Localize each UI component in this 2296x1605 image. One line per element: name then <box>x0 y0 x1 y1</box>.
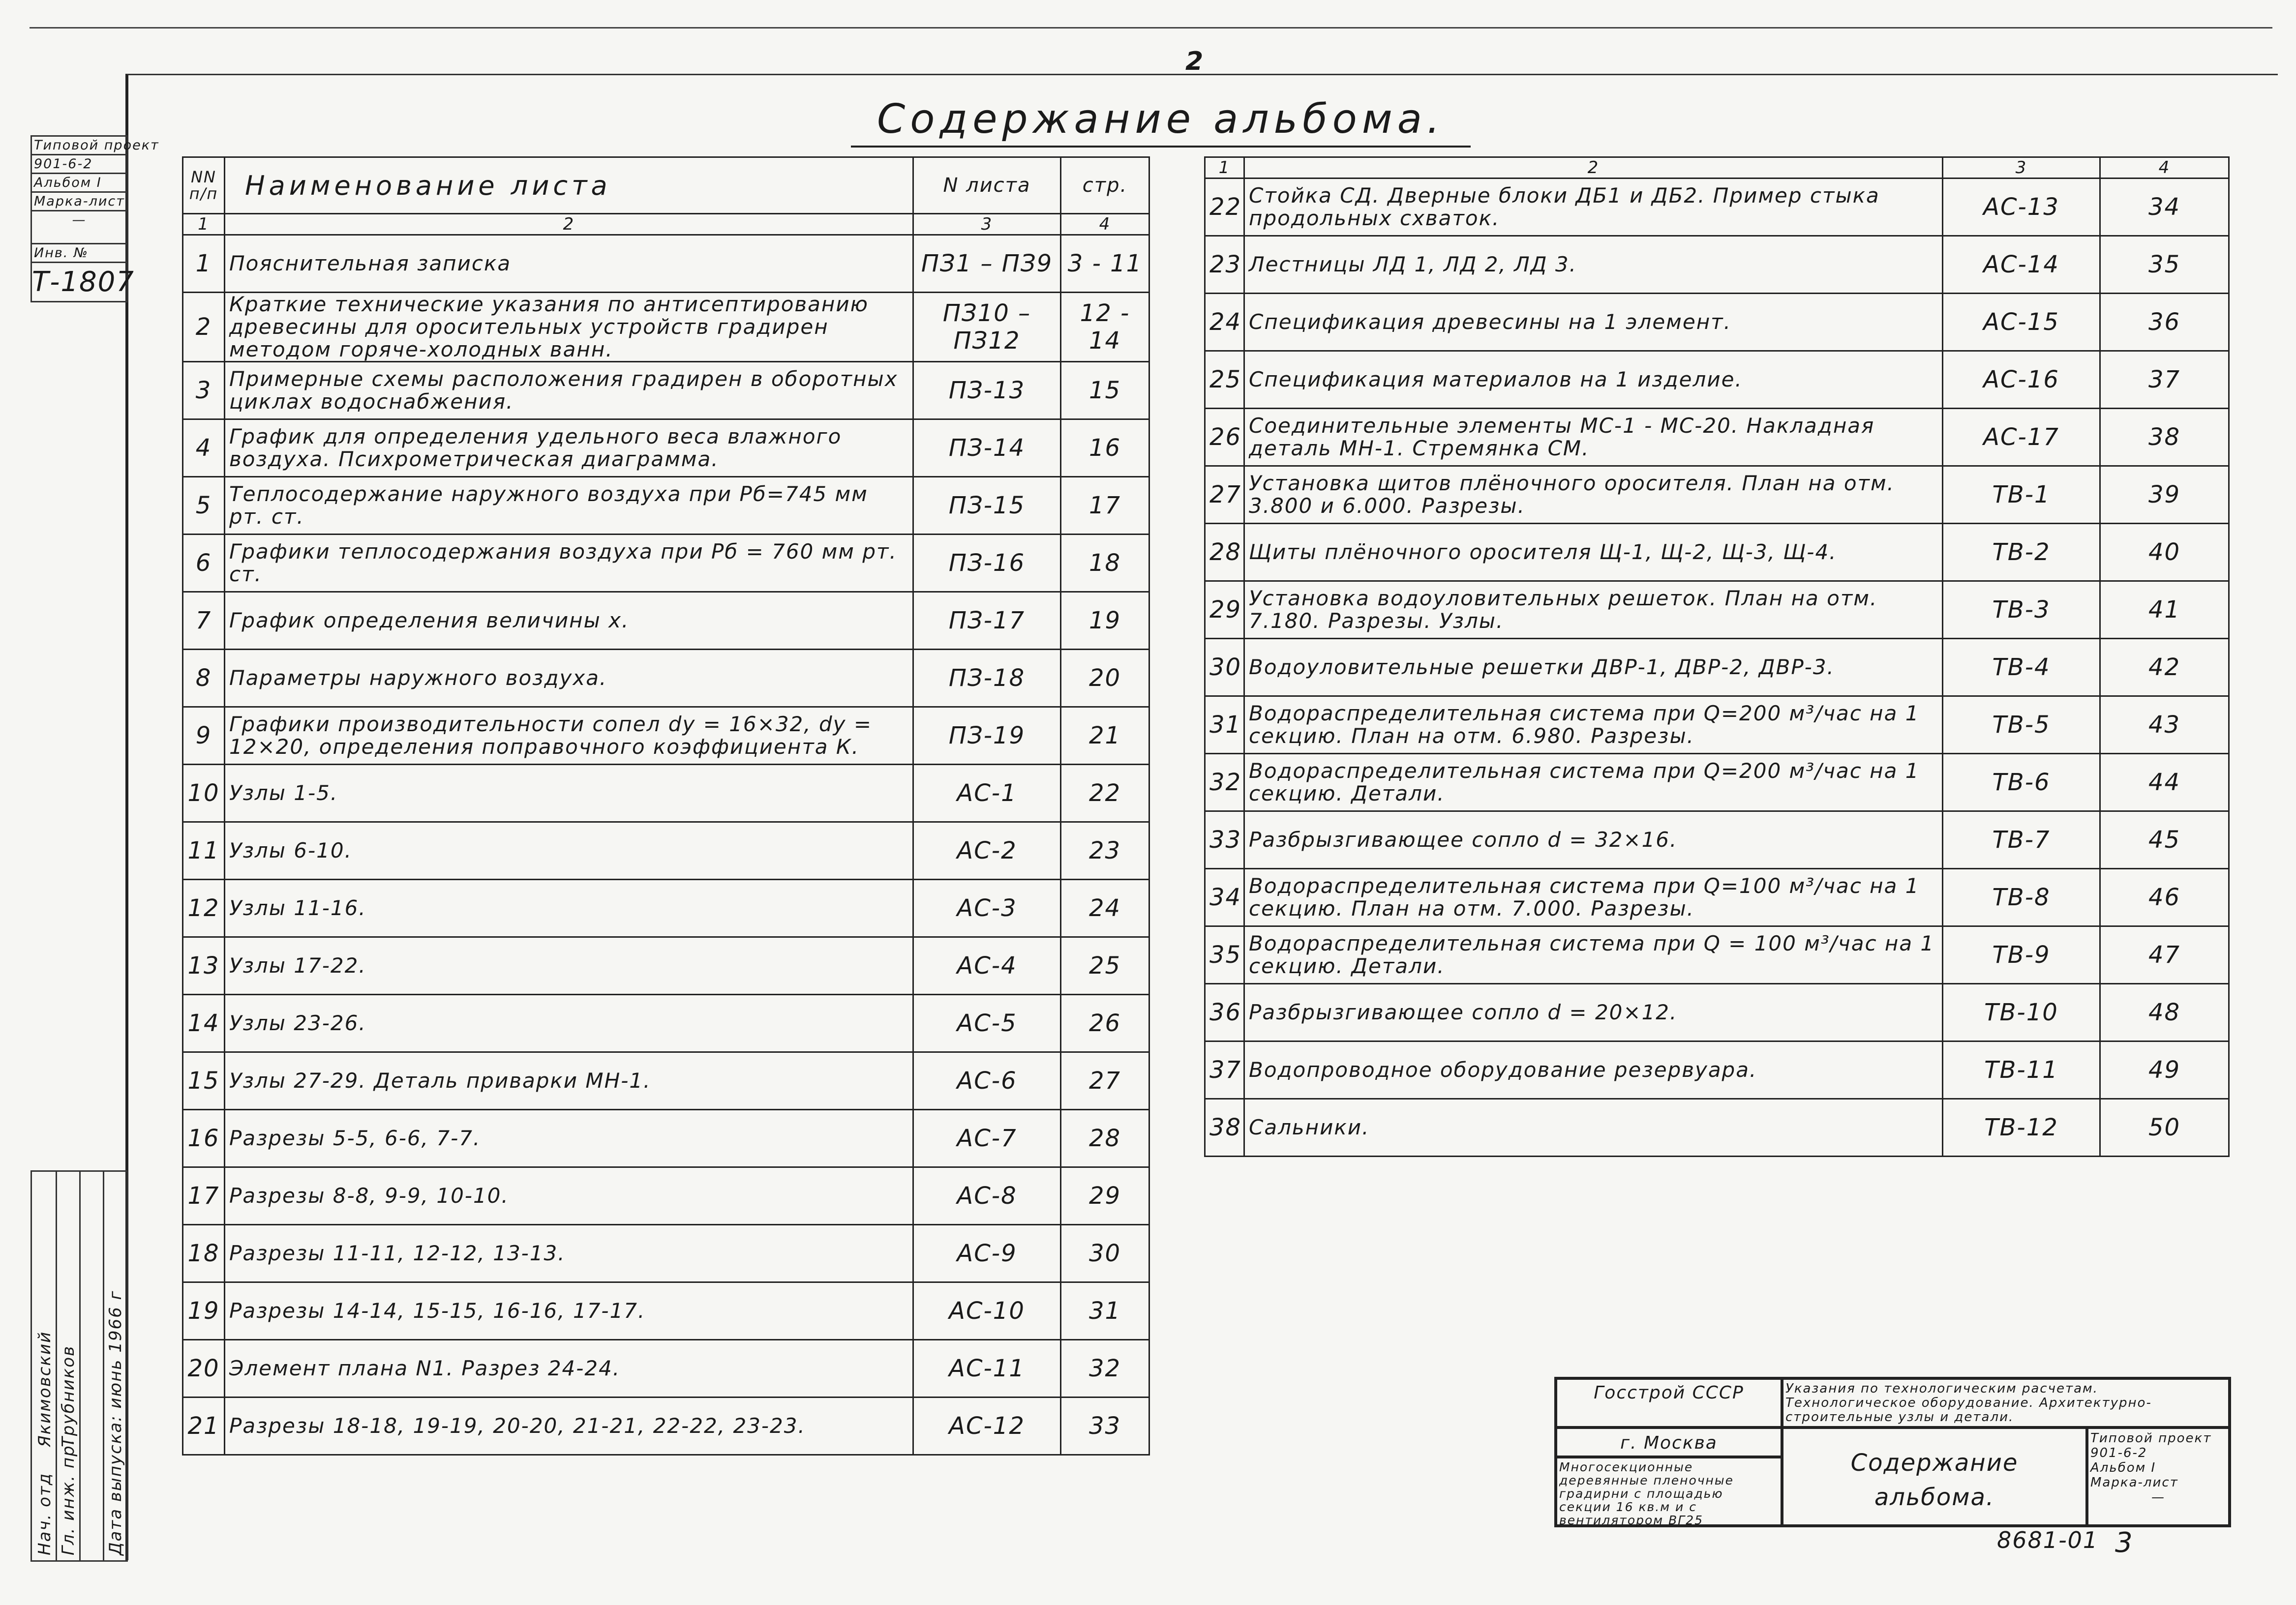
org-name: Госстрой СССР <box>1556 1378 1782 1427</box>
table-row <box>183 1282 1149 1340</box>
column-index: 4 <box>1061 214 1149 235</box>
column-index: 1 <box>183 214 225 235</box>
page-number-cell: 35 <box>2100 236 2229 294</box>
sheet-code: ПЗ-18 <box>913 650 1061 707</box>
table-row <box>1205 236 2229 294</box>
sheet-name: Разрезы 8-8, 9-9, 10-10. <box>225 1167 913 1225</box>
row-number: 2 <box>183 293 225 362</box>
sheet-name: Теплосодержание наружного воздуха при Рб=745 мм рт. ст. <box>225 477 913 535</box>
release-date: Дата выпуска: июнь 1966 г <box>106 1290 125 1555</box>
table-row <box>183 650 1149 707</box>
row-number: 27 <box>1205 466 1244 524</box>
page-number-cell: 32 <box>1061 1340 1149 1397</box>
sheet-code: ПЗ-15 <box>913 477 1061 535</box>
sheet-name: График для определения удельного веса влажного воздуха. Психрометрическая диаграмма. <box>225 419 913 477</box>
stamp-line: — <box>32 211 126 244</box>
stamp-line: 901-6-2 <box>2090 1446 2147 1460</box>
page-number-cell: 36 <box>2100 294 2229 351</box>
contents-table-left <box>182 156 1150 1456</box>
table-row <box>183 822 1149 880</box>
page-number-cell: 45 <box>2100 811 2229 869</box>
table-row <box>1205 581 2229 639</box>
stamp-line: — <box>2151 1490 2165 1505</box>
sheet-name: График определения величины х. <box>225 592 913 650</box>
page-number-cell: 26 <box>1061 995 1149 1052</box>
sheet-name: Параметры наружного воздуха. <box>225 650 913 707</box>
table-row <box>1205 409 2229 466</box>
page-number-cell: 43 <box>2100 696 2229 754</box>
row-number: 26 <box>1205 409 1244 466</box>
sheet-code: АС-7 <box>913 1110 1061 1167</box>
contents-table-right <box>1204 156 2230 1157</box>
table-row <box>1205 984 2229 1041</box>
table-row <box>1205 869 2229 926</box>
sheet-name: Разбрызгивающее сопло d = 32×16. <box>1244 811 1943 869</box>
header-code: N листа <box>913 157 1061 214</box>
sheet-code: ТВ-12 <box>1943 1099 2100 1157</box>
sheet-name: Пояснительная записка <box>225 235 913 293</box>
sheet-name: Узлы 17-22. <box>225 937 913 995</box>
project-description: Многосекционные деревянные пленочные градирни с площадью секции 16 кв.м и с вентилятором ВГ25 <box>1556 1457 1782 1526</box>
row-number: 16 <box>183 1110 225 1167</box>
archive-code: 8681-01 <box>1997 1527 2099 1553</box>
row-number: 3 <box>183 362 225 419</box>
page-number-cell: 27 <box>1061 1052 1149 1110</box>
row-number: 30 <box>1205 639 1244 696</box>
table-row <box>1205 1099 2229 1157</box>
sheet-name: Спецификация материалов на 1 изделие. <box>1244 351 1943 409</box>
page-number-cell: 15 <box>1061 362 1149 419</box>
page-title: Содержание альбома. <box>851 96 1471 148</box>
page-number: 2 <box>1185 47 1205 76</box>
page-number-cell: 47 <box>2100 926 2229 984</box>
row-number: 22 <box>1205 178 1244 236</box>
row-number: 23 <box>1205 236 1244 294</box>
row-number: 10 <box>183 765 225 822</box>
table-row <box>183 419 1149 477</box>
city: г. Москва <box>1556 1427 1782 1457</box>
sheet-name: Водораспределительная система при Q=200 м³/час на 1 секцию. Детали. <box>1244 754 1943 811</box>
row-number: 28 <box>1205 524 1244 581</box>
page-number-cell: 19 <box>1061 592 1149 650</box>
table-row <box>183 235 1149 293</box>
row-number: 18 <box>183 1225 225 1282</box>
column-index: 2 <box>225 214 913 235</box>
table-row <box>183 1110 1149 1167</box>
stamp-line: Типовой проект <box>2090 1431 2212 1446</box>
page-number-cell: 39 <box>2100 466 2229 524</box>
stamp-line: Альбом I <box>32 174 126 193</box>
page-number-cell: 42 <box>2100 639 2229 696</box>
sheet-code: АС-10 <box>913 1282 1061 1340</box>
sheet-code: АС-4 <box>913 937 1061 995</box>
table-row <box>183 1167 1149 1225</box>
column-index: 4 <box>2100 157 2229 178</box>
sheet-code: ТВ-6 <box>1943 754 2100 811</box>
role-1: Нач. отд <box>35 1472 55 1555</box>
vertical-signature-stamp <box>30 1170 128 1562</box>
sheet-code: АС-14 <box>1943 236 2100 294</box>
page-number-cell: 24 <box>1061 880 1149 937</box>
table-row <box>183 937 1149 995</box>
page-number-cell: 50 <box>2100 1099 2229 1157</box>
sheet-code: ТВ-1 <box>1943 466 2100 524</box>
row-number: 6 <box>183 535 225 592</box>
table-row <box>1205 696 2229 754</box>
page-number-cell: 40 <box>2100 524 2229 581</box>
table-row <box>1205 351 2229 409</box>
page-number-cell: 16 <box>1061 419 1149 477</box>
sheet-name: Водоуловительные решетки ДВР-1, ДВР-2, ДВР-3. <box>1244 639 1943 696</box>
sheet-name: Лестницы ЛД 1, ЛД 2, ЛД 3. <box>1244 236 1943 294</box>
row-number: 12 <box>183 880 225 937</box>
row-number: 20 <box>183 1340 225 1397</box>
page-number-cell: 23 <box>1061 822 1149 880</box>
table-row <box>183 707 1149 765</box>
sheet-code: АС-9 <box>913 1225 1061 1282</box>
stamp-line: Типовой проект <box>32 137 126 155</box>
row-number: 4 <box>183 419 225 477</box>
page-number-cell: 48 <box>2100 984 2229 1041</box>
sheet-name: Краткие технические указания по антисептированию древесины для оросительных устройств градирен методом горяче-холодных ванн. <box>225 293 913 362</box>
stamp-line: Марка-лист <box>32 193 126 211</box>
row-number: 7 <box>183 592 225 650</box>
sheet-name: Узлы 27-29. Деталь приварки МН-1. <box>225 1052 913 1110</box>
row-number: 5 <box>183 477 225 535</box>
outer-border-top <box>30 27 2272 29</box>
sheet-stamp <box>2087 1427 2230 1526</box>
sheet-name: Разрезы 18-18, 19-19, 20-20, 21-21, 22-22, 23-23. <box>225 1397 913 1455</box>
row-number: 25 <box>1205 351 1244 409</box>
sheet-code: АС-2 <box>913 822 1061 880</box>
name-1: Якимовский <box>35 1331 55 1447</box>
table-row <box>183 592 1149 650</box>
row-number: 31 <box>1205 696 1244 754</box>
sheet-code: ТВ-11 <box>1943 1041 2100 1099</box>
name-2: Трубников <box>59 1345 78 1447</box>
row-number: 24 <box>1205 294 1244 351</box>
sheet-name: Установка щитов плёночного оросителя. План на отм. 3.800 и 6.000. Разрезы. <box>1244 466 1943 524</box>
sheet-name: Графики теплосодержания воздуха при Рб = 760 мм рт. ст. <box>225 535 913 592</box>
row-number: 13 <box>183 937 225 995</box>
sheet-code: АС-3 <box>913 880 1061 937</box>
row-number: 8 <box>183 650 225 707</box>
sheet-code: АС-15 <box>1943 294 2100 351</box>
table-row <box>1205 1041 2229 1099</box>
sheet-name: Разрезы 14-14, 15-15, 16-16, 17-17. <box>225 1282 913 1340</box>
column-index: 1 <box>1205 157 1244 178</box>
sheet-code: АС-11 <box>913 1340 1061 1397</box>
table-row <box>1205 294 2229 351</box>
sheet-name: Узлы 1-5. <box>225 765 913 822</box>
row-number: 1 <box>183 235 225 293</box>
header-nn: NN п/п <box>183 157 225 214</box>
stamp-line: Марка-лист <box>2090 1475 2178 1490</box>
sheet-name: Разрезы 11-11, 12-12, 13-13. <box>225 1225 913 1282</box>
table-row <box>183 1052 1149 1110</box>
sheet-name: Узлы 11-16. <box>225 880 913 937</box>
title-block <box>1554 1377 2231 1527</box>
sheet-code: ТВ-10 <box>1943 984 2100 1041</box>
sheet-code: АС-13 <box>1943 178 2100 236</box>
row-number: 17 <box>183 1167 225 1225</box>
page-number-cell: 38 <box>2100 409 2229 466</box>
page-number-cell: 33 <box>1061 1397 1149 1455</box>
sheet-number: 3 <box>2115 1527 2134 1559</box>
sheet-code: ПЗ-16 <box>913 535 1061 592</box>
sheet-code: ТВ-5 <box>1943 696 2100 754</box>
page-number-cell: 37 <box>2100 351 2229 409</box>
page-number-cell: 25 <box>1061 937 1149 995</box>
row-number: 19 <box>183 1282 225 1340</box>
row-number: 36 <box>1205 984 1244 1041</box>
sheet-code: АС-8 <box>913 1167 1061 1225</box>
column-index: 3 <box>1943 157 2100 178</box>
header-name: Наименование листа <box>225 157 913 214</box>
sheet-title: Содержание альбома. <box>1782 1427 2087 1526</box>
sheet-name: Узлы 23-26. <box>225 995 913 1052</box>
sheet-code: АС-12 <box>913 1397 1061 1455</box>
sheet-name: Разрезы 5-5, 6-6, 7-7. <box>225 1110 913 1167</box>
table-row <box>183 535 1149 592</box>
table-row <box>1205 524 2229 581</box>
row-number: 34 <box>1205 869 1244 926</box>
sheet-code: ТВ-4 <box>1943 639 2100 696</box>
page-number-cell: 22 <box>1061 765 1149 822</box>
row-number: 21 <box>183 1397 225 1455</box>
page-number-cell: 30 <box>1061 1225 1149 1282</box>
page-number-cell: 18 <box>1061 535 1149 592</box>
table-row <box>1205 639 2229 696</box>
sheet-code: ТВ-3 <box>1943 581 2100 639</box>
page-number-cell: 41 <box>2100 581 2229 639</box>
row-number: 37 <box>1205 1041 1244 1099</box>
table-row <box>183 1397 1149 1455</box>
row-number: 35 <box>1205 926 1244 984</box>
page-number-cell: 12 - 14 <box>1061 293 1149 362</box>
sheet-code: АС-17 <box>1943 409 2100 466</box>
stamp-line: Альбом I <box>2090 1460 2156 1475</box>
table-row <box>183 362 1149 419</box>
row-number: 38 <box>1205 1099 1244 1157</box>
sheet-code: ТВ-8 <box>1943 869 2100 926</box>
row-number: 15 <box>183 1052 225 1110</box>
sheet-name: Щиты плёночного оросителя Щ-1, Щ-2, Щ-3, Щ-4. <box>1244 524 1943 581</box>
table-row <box>183 293 1149 362</box>
column-index: 2 <box>1244 157 1943 178</box>
row-number: 9 <box>183 707 225 765</box>
column-index: 3 <box>913 214 1061 235</box>
sheet-code: ТВ-2 <box>1943 524 2100 581</box>
document-description: Указания по технологическим расчетам. Технологическое оборудование. Архитектурно-строительные узлы и детали. <box>1782 1378 2230 1427</box>
sheet-code: ПЗ-19 <box>913 707 1061 765</box>
sheet-name: Соединительные элементы МС-1 - МС-20. Накладная деталь МН-1. Стремянка СМ. <box>1244 409 1943 466</box>
sheet-code: ПЗ1 – ПЗ9 <box>913 235 1061 293</box>
row-number: 32 <box>1205 754 1244 811</box>
table-row <box>1205 926 2229 984</box>
sheet-name: Водопроводное оборудование резервуара. <box>1244 1041 1943 1099</box>
row-number: 11 <box>183 822 225 880</box>
role-2: Гл. инж. пр. <box>59 1438 78 1555</box>
page-number-cell: 31 <box>1061 1282 1149 1340</box>
page-number-cell: 46 <box>2100 869 2229 926</box>
sheet-code: АС-5 <box>913 995 1061 1052</box>
page-number-cell: 44 <box>2100 754 2229 811</box>
header-page: стр. <box>1061 157 1149 214</box>
page-number-cell: 20 <box>1061 650 1149 707</box>
sheet-name: Графики производительности сопел dy = 16×32, dy = 12×20, определения поправочного коэффициента К. <box>225 707 913 765</box>
sheet-name: Сальники. <box>1244 1099 1943 1157</box>
page-number-cell: 29 <box>1061 1167 1149 1225</box>
sheet-name: Примерные схемы расположения градирен в оборотных циклах водоснабжения. <box>225 362 913 419</box>
page-number-cell: 17 <box>1061 477 1149 535</box>
table-row <box>183 995 1149 1052</box>
row-number: 29 <box>1205 581 1244 639</box>
table-row <box>183 765 1149 822</box>
sheet-code: ПЗ-17 <box>913 592 1061 650</box>
table-row <box>1205 811 2229 869</box>
sheet-name: Разбрызгивающее сопло d = 20×12. <box>1244 984 1943 1041</box>
table-row <box>1205 754 2229 811</box>
stamp-line: Инв. № <box>32 244 126 263</box>
sheet-code: АС-1 <box>913 765 1061 822</box>
sheet-name: Узлы 6-10. <box>225 822 913 880</box>
stamp-line: 901-6-2 <box>32 155 126 174</box>
table-row <box>183 880 1149 937</box>
table-row <box>1205 466 2229 524</box>
page-number-cell: 21 <box>1061 707 1149 765</box>
sheet-code: ТВ-9 <box>1943 926 2100 984</box>
inventory-number: Т-1807 <box>32 266 135 298</box>
row-number: 14 <box>183 995 225 1052</box>
sheet-name: Водораспределительная система при Q=200 м³/час на 1 секцию. План на отм. 6.980. Разрезы. <box>1244 696 1943 754</box>
sheet-name: Водораспределительная система при Q=100 м³/час на 1 секцию. План на отм. 7.000. Разрезы. <box>1244 869 1943 926</box>
sheet-code: ПЗ10 – ПЗ12 <box>913 293 1061 362</box>
page-number-cell: 49 <box>2100 1041 2229 1099</box>
page-number-cell: 34 <box>2100 178 2229 236</box>
table-row <box>183 1225 1149 1282</box>
sheet-code: ПЗ-13 <box>913 362 1061 419</box>
page-number-cell: 28 <box>1061 1110 1149 1167</box>
sheet-name: Стойка СД. Дверные блоки ДБ1 и ДБ2. Пример стыка продольных схваток. <box>1244 178 1943 236</box>
sheet-name: Спецификация древесины на 1 элемент. <box>1244 294 1943 351</box>
sheet-name: Элемент плана N1. Разрез 24-24. <box>225 1340 913 1397</box>
page-number-cell: 3 - 11 <box>1061 235 1149 293</box>
left-stamp <box>30 135 159 302</box>
sheet-code: ТВ-7 <box>1943 811 2100 869</box>
sheet-name: Водораспределительная система при Q = 100 м³/час на 1 секцию. Детали. <box>1244 926 1943 984</box>
table-row <box>183 477 1149 535</box>
sheet-code: АС-16 <box>1943 351 2100 409</box>
sheet-code: АС-6 <box>913 1052 1061 1110</box>
table-row <box>183 1340 1149 1397</box>
sheet-name: Установка водоуловительных решеток. План на отм. 7.180. Разрезы. Узлы. <box>1244 581 1943 639</box>
table-row <box>1205 178 2229 236</box>
sheet-code: ПЗ-14 <box>913 419 1061 477</box>
row-number: 33 <box>1205 811 1244 869</box>
